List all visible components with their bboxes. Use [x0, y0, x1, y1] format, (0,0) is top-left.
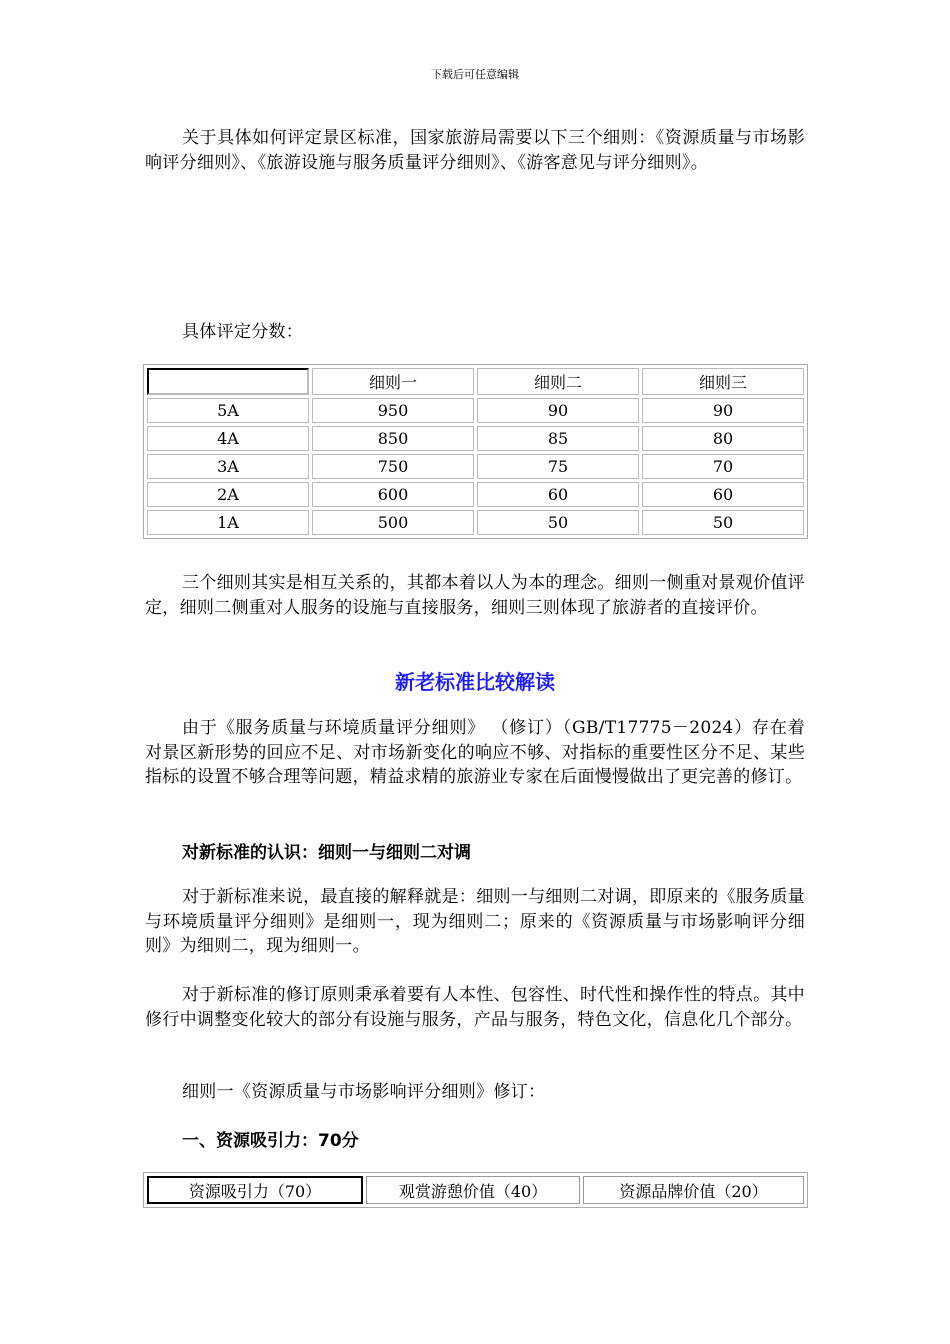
score-cell: 60 — [477, 482, 639, 507]
table-row — [147, 482, 804, 507]
score-cell: 90 — [477, 398, 639, 423]
resource-table — [143, 1172, 808, 1208]
table-header-cell — [147, 368, 309, 395]
table-row — [147, 1176, 804, 1204]
revision-paragraph: 由于《服务质量与环境质量评分细则》 （修订）（GB/T17775－2024）存在着对景区新形势的回应不足、对市场新变化的响应不够、对指标的重要性区分不足、某些指标的设置不够合理等问题，精益求精的旅游业专家在后面慢慢做出了更完善的修订。 — [145, 718, 805, 787]
score-cell: 50 — [477, 510, 639, 535]
section-title: 新老标准比较解读 — [395, 670, 555, 694]
table-header-row — [147, 368, 804, 395]
score-cell: 70 — [642, 454, 804, 479]
principle-paragraph: 对于新标准的修订原则秉承着要有人本性、包容性、时代性和操作性的特点。其中修行中调整变化较大的部分有设施与服务，产品与服务，特色文化，信息化几个部分。 — [145, 985, 805, 1030]
subheading-resource-attraction: 一、资源吸引力：70分 — [182, 1131, 359, 1151]
page-header: 下载后可任意编辑 — [431, 68, 519, 81]
grade-cell: 4A — [147, 426, 309, 451]
table-row — [147, 398, 804, 423]
score-cell: 750 — [312, 454, 474, 479]
score-cell: 60 — [642, 482, 804, 507]
resource-cell: 资源吸引力（70） — [147, 1176, 363, 1204]
score-cell: 75 — [477, 454, 639, 479]
table-header-cell: 细则一 — [312, 368, 474, 395]
subheading-rules-swap: 对新标准的认识：细则一与细则二对调 — [182, 843, 471, 863]
grade-cell: 3A — [147, 454, 309, 479]
score-cell: 950 — [312, 398, 474, 423]
score-cell: 90 — [642, 398, 804, 423]
grade-cell: 1A — [147, 510, 309, 535]
relation-paragraph: 三个细则其实是相互关系的，其都本着以人为本的理念。细则一侧重对景观价值评定，细则二侧重对人服务的设施与直接服务，细则三则体现了旅游者的直接评价。 — [145, 573, 805, 618]
table-row — [147, 454, 804, 479]
table-row — [147, 510, 804, 535]
grade-cell: 5A — [147, 398, 309, 423]
score-cell: 500 — [312, 510, 474, 535]
score-cell: 85 — [477, 426, 639, 451]
score-cell: 80 — [642, 426, 804, 451]
rule1-paragraph: 细则一《资源质量与市场影响评分细则》修订： — [182, 1082, 546, 1102]
score-cell: 50 — [642, 510, 804, 535]
table-row — [147, 426, 804, 451]
grade-cell: 2A — [147, 482, 309, 507]
table-header-cell: 细则三 — [642, 368, 804, 395]
score-cell: 600 — [312, 482, 474, 507]
score-cell: 850 — [312, 426, 474, 451]
resource-cell: 观赏游憩价值（40） — [366, 1176, 580, 1204]
explain-paragraph: 对于新标准来说，最直接的解释就是：细则一与细则二对调，即原来的《服务质量与环境质量评分细则》是细则一，现为细则二；原来的《资源质量与市场影响评分细则》为细则二，现为细则一。 — [145, 887, 805, 956]
resource-cell: 资源品牌价值（20） — [583, 1176, 804, 1204]
table-header-cell: 细则二 — [477, 368, 639, 395]
intro-paragraph: 关于具体如何评定景区标准，国家旅游局需要以下三个细则：《资源质量与市场影响评分细则》、《旅游设施与服务质量评分细则》、《游客意见与评分细则》。 — [145, 128, 805, 173]
score-label: 具体评定分数： — [182, 322, 304, 342]
score-table — [143, 364, 808, 539]
